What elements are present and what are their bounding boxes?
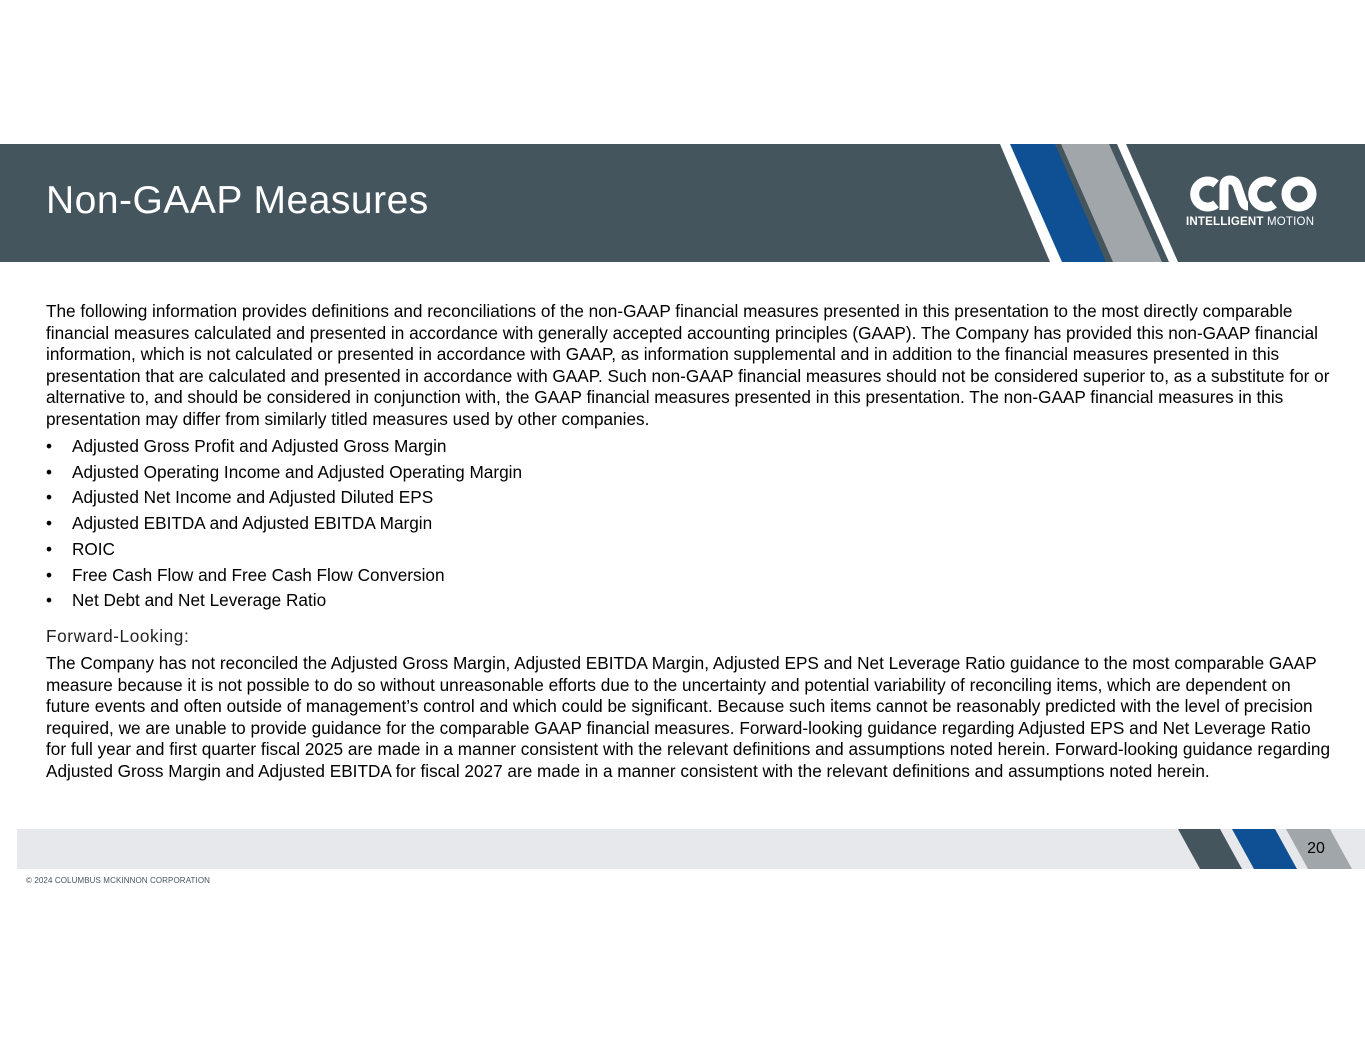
list-item-text: Free Cash Flow and Free Cash Flow Conversion [72, 564, 445, 585]
logo-letter-o [1286, 181, 1312, 207]
forward-looking-heading: Forward-Looking: [46, 625, 190, 646]
bullet-icon: • [46, 564, 53, 585]
main-content [46, 301, 1331, 782]
logo-tagline-light: MOTION [1267, 216, 1315, 228]
list-item [46, 511, 1331, 537]
forward-looking-paragraph: The Company has not reconciled the Adjusted Gross Margin, Adjusted EBITDA Margin, Adjusted EPS and Net Leverage Ratio guidance to the most comparable GAAP measure because it is not possible to do so without unreasonable efforts due to the uncertainty and potential variability of reconciling items, which are dependent on future events and often outside of management’s control and which could be significant. Because such items cannot be reasonably predicted with the level of precision required, we are unable to provide guidance for the comparable GAAP financial measures. Forward-looking guidance regarding Adjusted EPS and Net Leverage Ratio for full year and first quarter fiscal 2025 are made in a manner consistent with the relevant definitions and assumptions noted herein. Forward-looking guidance regarding Adjusted Gross Margin and Adjusted EBITDA for fiscal 2027 are made in a manner consistent with the relevant definitions and assumptions noted herein. [46, 653, 1331, 781]
footer-band [17, 829, 1365, 869]
list-item [46, 434, 1331, 460]
footer-stripe-blue [1232, 829, 1297, 869]
cmco-logo-mark [1186, 174, 1320, 214]
list-item [46, 588, 1331, 614]
footer-stripe-dark [1178, 829, 1242, 869]
list-item-text: Adjusted Net Income and Adjusted Diluted EPS [72, 487, 434, 508]
list-item [46, 460, 1331, 486]
decorative-stripes [0, 144, 1365, 262]
list-item-text: Adjusted Gross Profit and Adjusted Gross Margin [72, 436, 447, 456]
bullet-icon: • [46, 590, 53, 611]
bullet-icon: • [46, 436, 53, 456]
company-logo [1184, 174, 1324, 234]
logo-letter-m [1224, 180, 1248, 210]
list-item [46, 485, 1331, 511]
copyright-notice: © 2024 COLUMBUS MCKINNON CORPORATION [26, 876, 211, 885]
bullet-icon: • [46, 461, 53, 482]
logo-tagline [1186, 216, 1314, 228]
list-item-text: Adjusted EBITDA and Adjusted EBITDA Margin [72, 513, 433, 534]
footer-stripes [1170, 829, 1365, 869]
page-title: Non-GAAP Measures [46, 179, 429, 222]
logo-letter-c1 [1195, 181, 1216, 207]
logo-letter-c2 [1253, 181, 1274, 207]
logo-tagline-bold: INTELLIGENT [1186, 216, 1264, 228]
list-item-text: ROIC [72, 538, 115, 559]
bullet-icon: • [46, 538, 53, 559]
bullet-icon: • [46, 487, 53, 508]
list-item-text: Adjusted Operating Income and Adjusted Operating Margin [72, 461, 523, 482]
page-number: 20 [1307, 840, 1325, 857]
bullet-icon: • [46, 513, 53, 534]
intro-paragraph: The following information provides definitions and reconciliations of the non-GAAP financial measures presented in this presentation to the most directly comparable financial measures calculated and presented in accordance with generally accepted accounting principles (GAAP). The Company has provided this non-GAAP financial information, which is not calculated or presented in accordance with GAAP, as information supplemental and in addition to the financial measures presented in this presentation that are calculated and presented in accordance with GAAP. Such non-GAAP financial measures should not be considered superior to, as a substitute for or alternative to, and should be considered in conjunction with, the GAAP financial measures presented in this presentation. The non-GAAP financial measures in this presentation may differ from similarly titled measures used by other companies. [46, 301, 1330, 429]
list-item-text: Net Debt and Net Leverage Ratio [72, 590, 327, 611]
list-item [46, 563, 1331, 589]
header-banner [0, 144, 1365, 262]
list-item [46, 537, 1331, 563]
measures-list [46, 434, 1331, 614]
